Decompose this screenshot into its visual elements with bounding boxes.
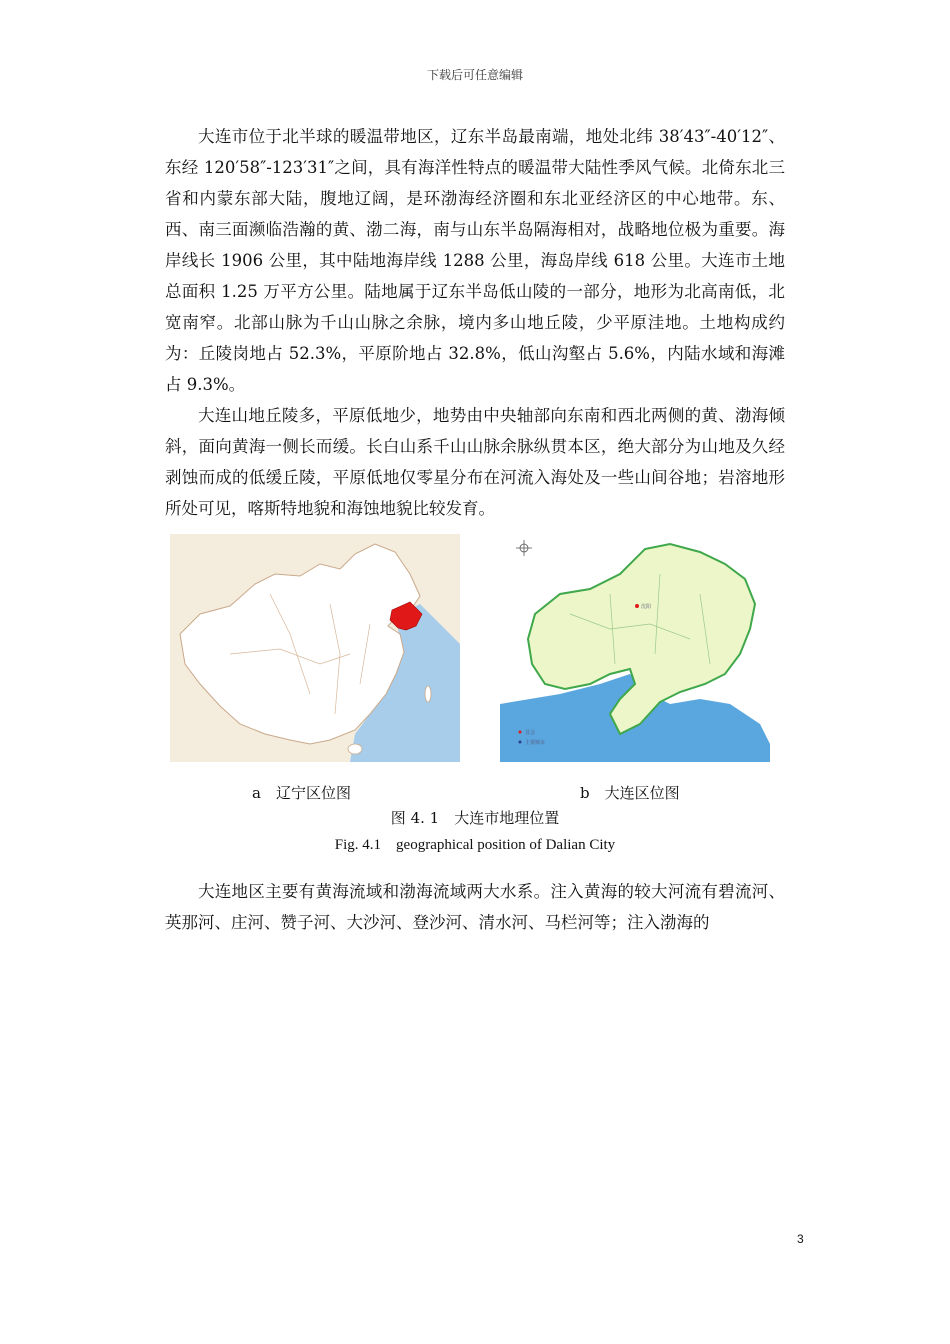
main-text-continued: [165, 876, 785, 938]
subcaption-a: a 辽宁区位图: [252, 784, 351, 802]
paragraph-3: 大连地区主要有黄海流域和渤海流域两大水系。注入黄海的较大河流有碧流河、英那河、庄河、赞子河、大沙河、登沙河、清水河、马栏河等；注入渤海的: [165, 882, 785, 932]
liaoning-map-image: [500, 534, 770, 762]
city-label: 沈阳: [641, 604, 652, 610]
legend-city: 主要城市: [525, 740, 546, 746]
subcaption-b: b 大连区位图: [580, 784, 680, 802]
china-map-image: [170, 534, 460, 762]
page-number: 3: [797, 1232, 804, 1246]
page-header: 下载后可任意编辑: [426, 68, 523, 82]
paragraph-1: 大连市位于北半球的暖温带地区，辽东半岛最南端，地处北纬 38′43″-40′12″、东经 120′58″-123′31″之间，具有海洋性特点的暖温带大陆性季风气候。北倚东北三省和内蒙东部大陆，腹地辽阔，是环渤海经济圈和东北亚经济区的中心地带。东、西、南三面濒临浩瀚的黄、渤二海，南与山东半岛隔海相对，战略地位极为重要。海岸线长 1906 公里，其中陆地海岸线 1288 公里，海岛岸线 618 公里。大连市土地总面积 1.25 万平方公里。陆地属于辽东半岛低山陵的一部分，地形为北高南低，北宽南窄。北部山脉为千山山脉之余脉，境内多山地丘陵，少平原洼地。土地构成约为：丘陵岗地占 52.3%，平原阶地占 32.8%，低山沟壑占 5.6%，内陆水域和海滩占 9.3%。: [165, 127, 785, 394]
main-text: [165, 121, 785, 524]
figure-caption-cn: 图 4. 1 大连市地理位置: [390, 809, 560, 827]
legend-capital: 首会: [525, 730, 536, 736]
figure-caption-en: Fig. 4.1 geographical position of Dalian City: [334, 837, 616, 853]
paragraph-2: 大连山地丘陵多，平原低地少，地势由中央轴部向东南和西北两侧的黄、渤海倾斜，面向黄海一侧长而缓。长白山系千山山脉余脉纵贯本区，绝大部分为山地及久经剥蚀而成的低缓丘陵，平原低地仅零星分布在河流入海处及一些山间谷地；岩溶地形所处可见，喀斯特地貌和海蚀地貌比较发育。: [165, 406, 785, 518]
